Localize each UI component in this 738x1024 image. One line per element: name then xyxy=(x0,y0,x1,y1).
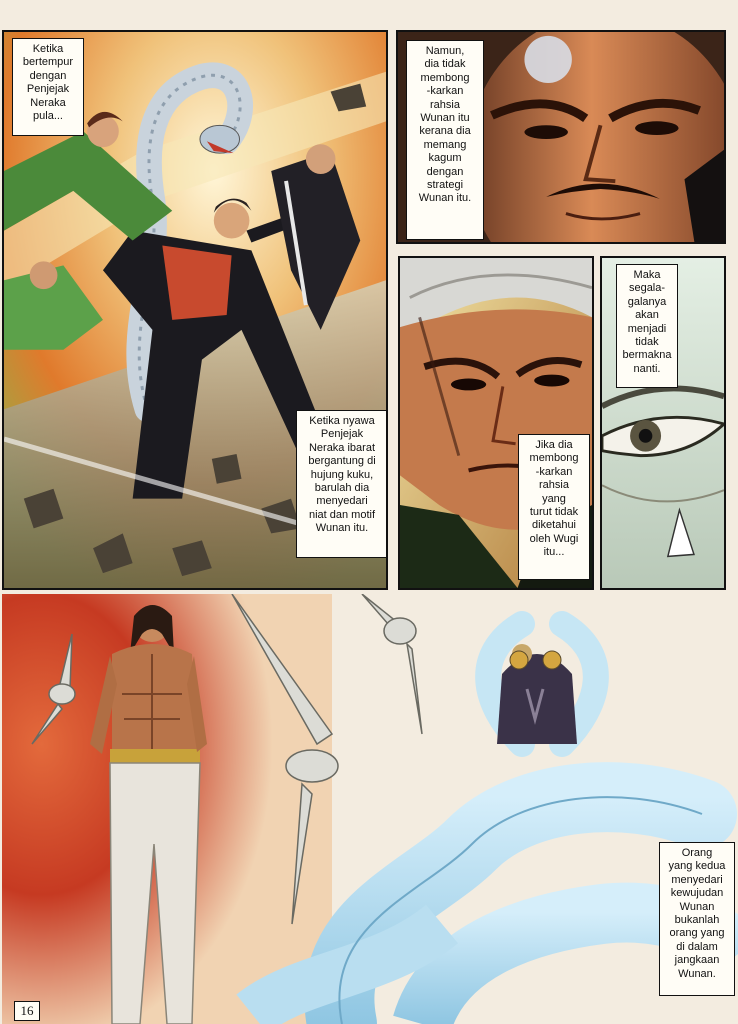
warrior-and-serpent-art xyxy=(2,594,738,1024)
page-number: 16 xyxy=(14,1001,40,1021)
panel-mustached-face xyxy=(396,30,726,244)
caption-if-revealed: Jika dia membong -karkan rahsia yang turut tidak diketahui oleh Wugi itu... xyxy=(518,434,590,580)
caption-battle-intro: Ketika bertempur dengan Penjejak Neraka pula... xyxy=(12,38,84,136)
panel-eye-closeup xyxy=(600,256,726,590)
caption-not-revealing-secret: Namun, dia tidak membong -karkan rahsia Wunan itu kerana dia memang kagum dengan strategi Wunan itu. xyxy=(406,40,484,240)
panel-silver-haired-face xyxy=(398,256,594,590)
caption-battle-realization: Ketika nyawa Penjejak Neraka ibarat bergantung di hujung kuku, barulah dia menyedari niat dan motif Wunan itu. xyxy=(296,410,388,558)
panel-warrior-and-serpent xyxy=(2,594,738,1024)
caption-second-person: Orang yang kedua menyedari kewujudan Wunan bukanlah orang yang di dalam jangkaan Wunan. xyxy=(659,842,735,996)
panel-battle-scene xyxy=(2,30,388,590)
caption-meaningless: Maka segala- galanya akan menjadi tidak bermakna nanti. xyxy=(616,264,678,388)
